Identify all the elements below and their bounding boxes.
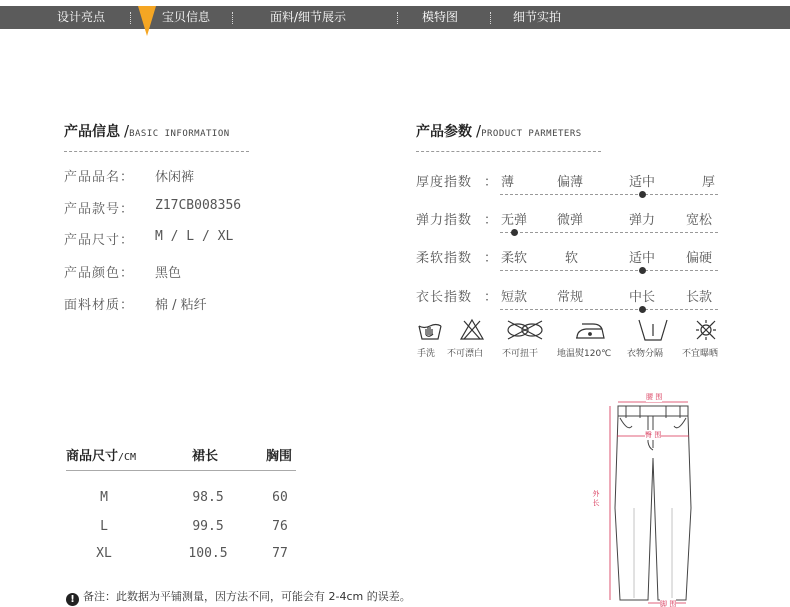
param-label-thickness: 厚度指数 (416, 175, 473, 190)
param-label-elasticity: 弹力指数 (416, 213, 473, 228)
param-scale-line (500, 232, 718, 233)
no-sun-dry-icon (693, 318, 719, 342)
param-option: 中长 (629, 290, 656, 305)
product-params-title: 产品参数 (416, 124, 472, 140)
param-option: 薄 (501, 175, 515, 190)
care-label-no-wring: 不可扭干 (502, 349, 539, 359)
param-option: 无弹 (501, 213, 528, 228)
param-label-length: 衣长指数 (416, 290, 473, 305)
param-option: 长款 (686, 290, 713, 305)
param-colon: ： (484, 213, 498, 228)
param-option: 偏硬 (686, 251, 713, 266)
info-label-sizes: 产品尺寸： (64, 233, 135, 248)
info-value-style-number: Z17CB008356 (155, 198, 242, 213)
product-info-title: 产品信息 (64, 124, 120, 140)
param-colon: ： (484, 251, 498, 266)
nav-separator (232, 12, 233, 24)
nav-separator (130, 12, 131, 24)
param-label-softness: 柔软指数 (416, 251, 473, 266)
care-label-no-bleach: 不可漂白 (447, 349, 484, 359)
info-label-style-number: 产品款号： (64, 202, 135, 217)
diagram-label-waist: 腰 围 (646, 393, 663, 401)
diagram-label-length: 外 长 (590, 490, 602, 508)
param-colon: ： (484, 175, 498, 190)
param-option: 软 (565, 251, 579, 266)
nav-item-product-info[interactable]: 宝贝信息 (162, 10, 211, 24)
info-value-color: 黑色 (155, 266, 182, 281)
heading-slash: / (476, 122, 482, 140)
size-cell: 77 (272, 546, 288, 561)
product-info-subtitle: BASIC INFORMATION (129, 129, 230, 139)
info-label-name: 产品品名： (64, 170, 135, 185)
param-option: 弹力 (629, 213, 656, 228)
param-indicator-dot (639, 191, 646, 198)
info-value-material: 棉 / 粘纤 (155, 298, 207, 313)
param-indicator-dot (511, 229, 518, 236)
product-info-heading (64, 121, 230, 141)
nav-item-detail-shots[interactable]: 细节实拍 (513, 10, 562, 24)
param-indicator-dot (639, 306, 646, 313)
size-cell: L (100, 519, 108, 534)
no-wring-icon (505, 318, 545, 342)
care-label-hand-wash: 手洗 (417, 349, 436, 359)
low-iron-icon (573, 318, 607, 342)
info-value-sizes: M / L / XL (155, 229, 234, 244)
size-header-label: 商品尺寸 (66, 449, 119, 464)
nav-active-indicator (138, 6, 156, 36)
size-cell: 76 (272, 519, 288, 534)
param-option: 适中 (629, 251, 656, 266)
param-indicator-dot (639, 267, 646, 274)
param-option: 宽松 (686, 213, 713, 228)
nav-separator (397, 12, 398, 24)
care-label-low-iron: 地温熨120℃ (557, 349, 612, 359)
size-table-header-length: 裙长 (192, 449, 219, 464)
size-table-header-size (66, 445, 136, 464)
product-info-divider (64, 151, 249, 152)
info-label-material: 面料材质： (64, 298, 135, 313)
top-nav-bar (0, 6, 790, 29)
nav-item-model-photos[interactable]: 模特图 (422, 10, 459, 24)
no-bleach-icon (459, 318, 485, 342)
separate-wash-icon (636, 318, 670, 342)
info-value-name: 休闲裤 (155, 170, 195, 185)
nav-item-fabric-details[interactable]: 面料/细节展示 (270, 10, 347, 24)
param-scale-line (500, 194, 718, 195)
size-table-divider (66, 470, 296, 471)
nav-separator (490, 12, 491, 24)
product-params-subtitle: PRODUCT PARMETERS (481, 129, 582, 139)
info-label-color: 产品颜色： (64, 266, 135, 281)
param-option: 短款 (501, 290, 528, 305)
care-label-no-sun-dry: 不宜曝晒 (682, 349, 719, 359)
size-table-header-chest: 胸围 (266, 449, 293, 464)
product-params-divider (416, 151, 601, 152)
param-option: 微弹 (557, 213, 584, 228)
size-cell: 99.5 (192, 519, 224, 534)
heading-slash: / (124, 122, 130, 140)
hand-wash-icon (417, 318, 443, 342)
param-scale-line (500, 270, 718, 271)
param-option: 常规 (557, 290, 584, 305)
param-colon: ： (484, 290, 498, 305)
param-option: 偏薄 (557, 175, 584, 190)
nav-item-design-highlights[interactable]: 设计亮点 (57, 10, 106, 24)
param-option: 适中 (629, 175, 656, 190)
size-cell: 100.5 (188, 546, 228, 561)
param-option: 柔软 (501, 251, 528, 266)
param-scale-line (500, 309, 718, 310)
care-label-separate-wash: 衣物分隔 (627, 349, 664, 359)
size-cell: 60 (272, 490, 288, 505)
pants-measurement-diagram (588, 388, 718, 607)
note-text: 备注：此数据为平铺测量，因方法不同，可能会有 2-4cm 的误差。 (83, 590, 411, 603)
size-header-unit: /CM (118, 452, 137, 463)
size-cell: M (100, 490, 108, 505)
measurement-note (66, 588, 411, 606)
warning-icon: ! (66, 593, 79, 606)
diagram-label-hip: 臀 围 (645, 431, 662, 439)
size-cell: XL (96, 546, 112, 561)
param-option: 厚 (702, 175, 716, 190)
product-params-heading (416, 121, 582, 141)
diagram-label-hem: 脚 围 (660, 600, 677, 607)
size-cell: 98.5 (192, 490, 224, 505)
